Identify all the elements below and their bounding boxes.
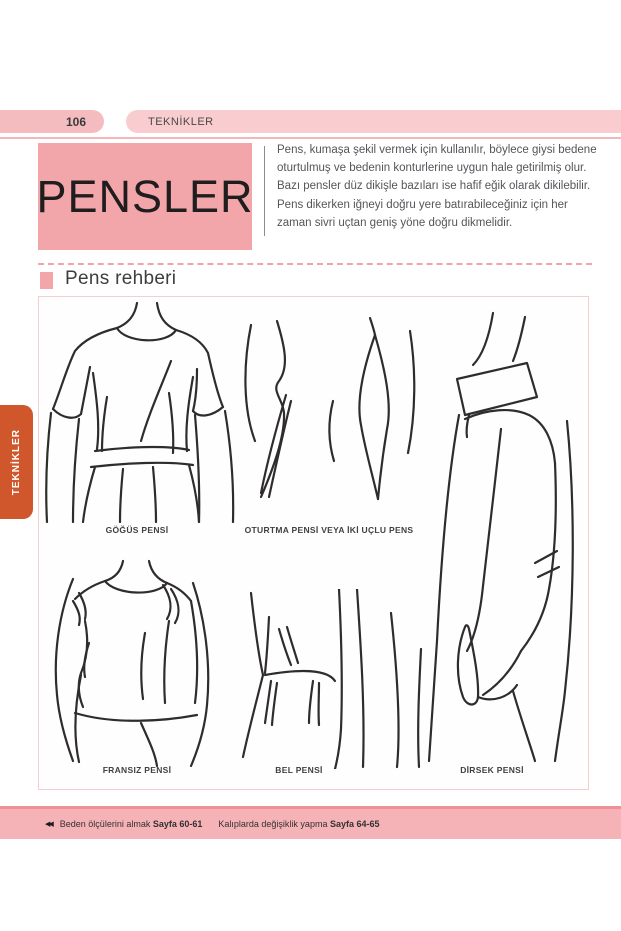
guide-heading: Pens rehberi — [65, 268, 177, 289]
footer-reference-pages: Sayfa 64-65 — [329, 819, 380, 829]
waist-dart-illustration — [235, 589, 427, 769]
footer-reference — [218, 819, 379, 829]
elbow-dart-illustration — [417, 311, 587, 763]
intro-paragraph: Pens, kumaşa şekil vermek için kullanılır, böylece giysi bedene oturtulmuş ve bedenin konturlerine uygun hale getirilmiş olur. Bazı pensler düz dikişle bazıları ise hafif eğik olarak dikilebilir. Pens dikerken iğneyi doğru yere batırabileceğiniz için her zaman sivri uçtan geniş yöne doğru dikmelidir. — [277, 144, 597, 229]
figure-label: BEL PENSİ — [275, 765, 323, 775]
figure-label: FRANSIZ PENSİ — [102, 765, 172, 775]
heading-bullet — [40, 272, 53, 289]
chapter-side-tab — [0, 405, 33, 519]
figure-label: GÖĞÜS PENSİ — [105, 525, 169, 535]
page-number-pill — [0, 110, 104, 133]
dart-guide-panel — [38, 296, 589, 790]
french-dart-illustration — [45, 555, 237, 767]
footer-reference-label: Kalıplarda değişiklik yapma — [218, 819, 330, 829]
dashed-divider — [38, 263, 592, 265]
double-pointed-dart-illustration — [229, 313, 421, 519]
figure-label: OTURTMA PENSİ VEYA İKİ UÇLU PENS — [244, 525, 414, 535]
footer-reference — [60, 819, 203, 829]
chapter-title: PENSLER — [36, 170, 254, 222]
page-number: 106 — [65, 114, 86, 129]
bust-dart-illustration — [45, 301, 247, 523]
footer-reference-pages: Sayfa 60-61 — [152, 819, 203, 829]
back-reference-icon: ◀◀ — [45, 821, 52, 828]
header-divider — [0, 137, 621, 139]
section-header-bar — [126, 110, 621, 133]
side-tab-label: TEKNİKLER — [11, 428, 22, 496]
chapter-title-box — [38, 143, 252, 250]
section-label: TEKNİKLER — [148, 115, 214, 128]
figure-label: DİRSEK PENSİ — [460, 765, 524, 775]
footer-reference-bar — [0, 806, 621, 839]
footer-reference-label: Beden ölçülerini almak — [59, 819, 153, 829]
intro-divider — [264, 146, 265, 236]
